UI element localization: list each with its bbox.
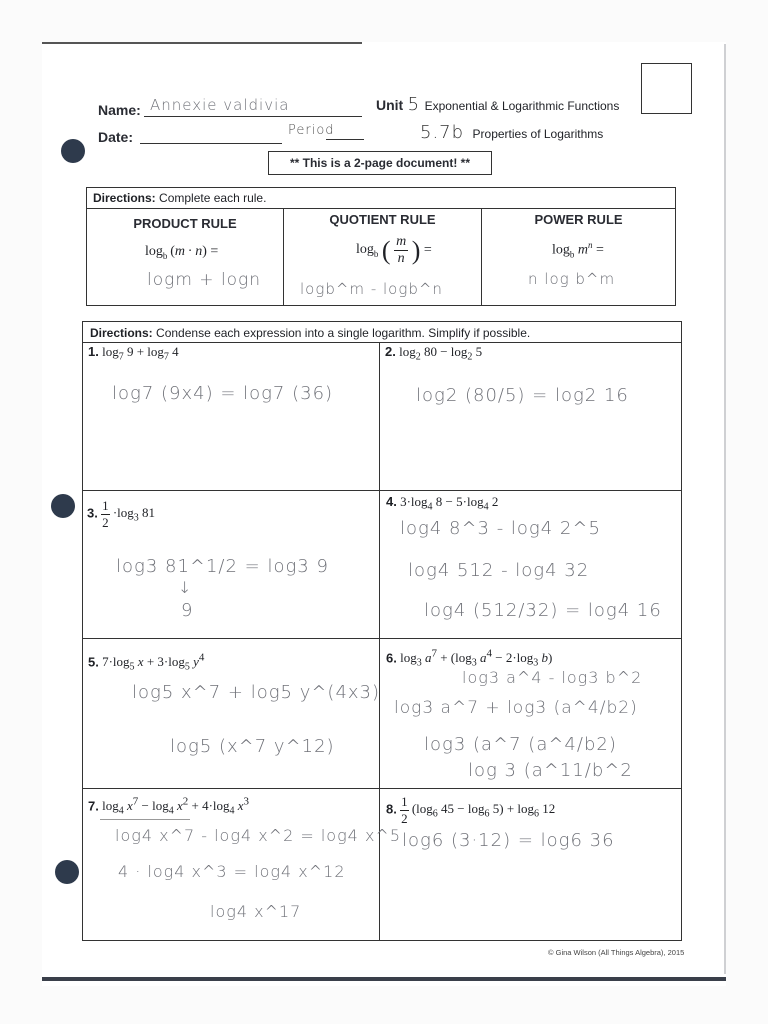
- problem-2: [385, 344, 482, 363]
- problem-7-work-line-2: 4 · log4 x^3 = log4 x^12: [118, 862, 346, 881]
- score-box: [641, 63, 692, 114]
- scan-edge-bottom: [42, 977, 726, 981]
- quotient-rule-answer: logb^m - logb^n: [300, 280, 443, 298]
- condense-center-divider: [379, 342, 380, 940]
- rules-directions-label: Directions:: [93, 191, 156, 205]
- problem-8: [386, 794, 555, 827]
- power-rule-formula: $\log_b m^n$ =: [552, 240, 604, 260]
- lesson-number: 5.7b: [420, 122, 465, 143]
- product-rule-title: PRODUCT RULE: [133, 216, 237, 231]
- problem-6-expression: $\log_3 a^7 + (\log_3$ $a^4 - 2\cdot\log_3$ b): [400, 648, 553, 669]
- period-label: Period: [288, 123, 335, 138]
- problem-3-number: 3.: [87, 505, 98, 521]
- quotient-rule-cell: [284, 208, 481, 305]
- problem-2-work: log2 (80/5) = log2 16: [416, 385, 629, 406]
- problem-8-number: 8.: [386, 801, 397, 817]
- condense-row-divider-1: [83, 490, 681, 491]
- rules-directions: [93, 191, 266, 205]
- problem-7-work-line-1: log4 x^7 - log4 x^2 = log4 x^5: [115, 826, 401, 845]
- date-label: Date:: [98, 129, 134, 145]
- lesson-row: [420, 122, 603, 143]
- power-rule-cell: [482, 208, 675, 305]
- unit-number: 5: [407, 94, 421, 115]
- quotient-rule-formula: $\log_b$ ( $\frac{m}{n}$ ) =: [356, 234, 432, 266]
- unit-label: Unit: [376, 97, 404, 113]
- problem-1-expression: $\log_7 9 + \log_7 4$: [102, 344, 179, 363]
- problem-2-number: 2.: [385, 344, 396, 359]
- condense-directions-text: Condense each expression into a single logarithm. Simplify if possible.: [156, 326, 531, 340]
- problem-4: [386, 494, 498, 513]
- product-rule-cell: [87, 208, 283, 305]
- lesson-title: Properties of Logarithms: [472, 127, 604, 141]
- problem-1-number: 1.: [88, 344, 99, 359]
- rules-directions-bar: [87, 188, 675, 209]
- problem-5-work-line-2: log5 (x^7 y^12): [170, 736, 335, 757]
- problem-4-work-line-2: log4 512 - log4 32: [408, 560, 590, 581]
- product-rule-answer: logm + logn: [147, 270, 262, 290]
- condense-directions-label: Directions:: [90, 326, 153, 340]
- problem-5: [88, 652, 204, 673]
- banner-text: ** This is a 2-page document! **: [289, 156, 471, 170]
- name-underline: [144, 116, 362, 117]
- problem-3-arrow: ↓: [178, 578, 193, 597]
- problem-3-expression: $\frac{1}{2}$ $\cdot\log_3$ 81: [102, 498, 156, 530]
- quotient-rule-title: QUOTIENT RULE: [329, 212, 436, 227]
- name-row: [98, 96, 368, 122]
- problem-6-number: 6.: [386, 650, 397, 666]
- date-row: [98, 123, 368, 149]
- problem-6-work-line-2: log3 a^7 + log3 (a^4/b2): [394, 698, 638, 718]
- problem-1: [88, 344, 179, 363]
- condense-directions: [90, 326, 530, 340]
- rules-table: [86, 187, 676, 306]
- binder-hole-middle: [51, 494, 75, 518]
- problem-1-work: log7 (9x4) = log7 (36): [112, 383, 334, 404]
- problem-4-work-line-1: log4 8^3 - log4 2^5: [400, 518, 601, 539]
- two-page-banner: [268, 151, 492, 175]
- problem-6: [386, 648, 552, 669]
- name-value: Annexie valdivia: [150, 96, 290, 114]
- problem-4-expression: $3\cdot\log_4$ $8 - 5\cdot\log_4$ 2: [400, 494, 499, 513]
- problem-8-expression: $\frac{1}{2}$ ($\log_6$ $45 - \log_6 5) + \log_6 12$: [401, 794, 556, 826]
- problem-6-work-line-3: log3 (a^7 (a^4/b2): [424, 734, 617, 755]
- date-underline: [140, 143, 282, 144]
- rules-directions-text: Complete each rule.: [159, 191, 267, 205]
- problem-5-expression: $7\cdot\log_5$ $x + 3\cdot\log_5$ $y^4$: [102, 652, 205, 673]
- power-rule-title: POWER RULE: [534, 212, 623, 227]
- problem-5-number: 5.: [88, 654, 99, 670]
- copyright-footer: © Gina Wilson (All Things Algebra), 2015: [548, 948, 685, 957]
- problem-7-work-line-3: log4 x^17: [210, 902, 302, 921]
- binder-hole-bottom: [55, 860, 79, 884]
- problem-7-number: 7.: [88, 798, 99, 814]
- condense-row-divider-3: [83, 788, 681, 789]
- problem-7-expression: $\log_4 x^7 - \log_4 x^2 + 4\cdot\log_4$ $x^3$: [102, 796, 250, 817]
- problem-8-work: log6 (3·12) = log6 36: [402, 830, 615, 851]
- power-rule-answer: n log b^m: [528, 270, 616, 288]
- name-label: Name:: [98, 102, 141, 118]
- problem-7: [88, 796, 249, 817]
- condense-directions-bar: [83, 322, 681, 343]
- problem-4-work-line-3: log4 (512/32) = log4 16: [424, 600, 662, 621]
- problem-3-work: log3 81^1/2 = log3 9: [116, 556, 329, 577]
- unit-row: [376, 94, 619, 115]
- problem-3-result: 9: [181, 600, 194, 621]
- problem-4-number: 4.: [386, 494, 397, 509]
- problem-3: [87, 498, 155, 531]
- scan-edge-top: [42, 42, 362, 44]
- problem-5-work-line-1: log5 x^7 + log5 y^(4x3): [132, 682, 381, 703]
- problem-2-expression: $\log_2 80 - \log_2 5$: [399, 344, 483, 363]
- problem-7-underline: [100, 819, 190, 820]
- scan-edge-right: [724, 44, 726, 974]
- binder-hole-top: [61, 139, 85, 163]
- problem-6-work-line-1: log3 a^4 - log3 b^2: [462, 668, 643, 687]
- unit-title: Exponential & Logarithmic Functions: [424, 99, 620, 113]
- period-underline: [326, 139, 364, 140]
- problem-6-work-line-4: log 3 (a^11/b^2: [468, 760, 633, 781]
- product-rule-formula: $\log_b (m \cdot n)$ =: [145, 244, 219, 261]
- condense-row-divider-2: [83, 638, 681, 639]
